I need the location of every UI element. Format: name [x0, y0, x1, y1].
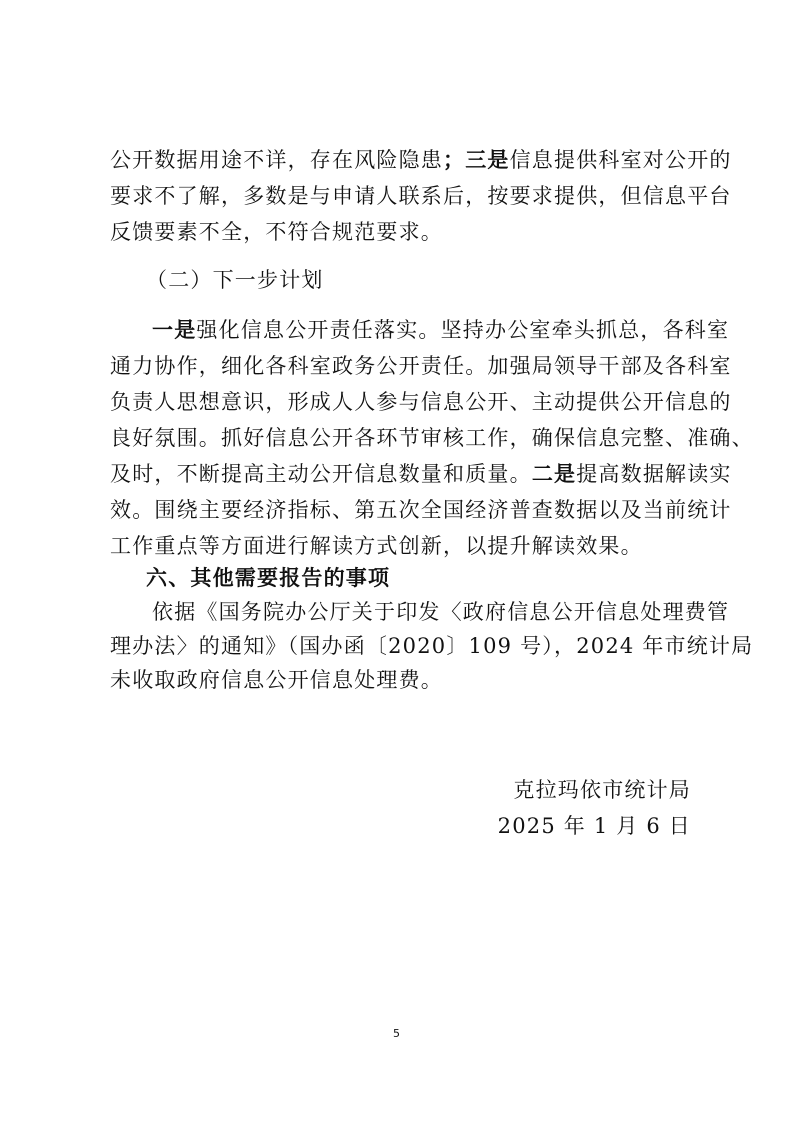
para-plan-line-3: 负责人思想意识，形成人人参与信息公开、主动提供公开信息的: [110, 390, 732, 414]
para-other-line-3: 未收取政府信息公开信息处理费。: [110, 668, 443, 692]
para-plan-text-1: 强化信息公开责任落实。坚持办公室牵头抓总，各科室: [196, 318, 730, 342]
para-plan-line-4: 良好氛围。抓好信息公开各环节审核工作，确保信息完整、准确、: [110, 426, 754, 450]
para-plan-text-5c: 提高数据解读实: [576, 462, 732, 486]
para-plan-line-6: 效。围绕主要经济指标、第五次全国经济普查数据以及当前统计: [110, 498, 732, 522]
para-plan-text-5a: 及时，不断提高主动公开信息数量和质量。: [110, 462, 532, 486]
signature-date: 2025 年 1 月 6 日: [497, 814, 691, 838]
para-other-line-1: 依据《国务院办公厅关于印发〈政府信息公开信息处理费管: [152, 600, 730, 624]
para-risk-text-c: 信息提供科室对公开的: [509, 148, 732, 172]
para-risk-keyword-three: ；三是: [443, 148, 510, 172]
para-risk-line-2: 要求不了解，多数是与申请人联系后，按要求提供，但信息平台: [110, 184, 732, 208]
para-other-line-2: 理办法〉的通知》（国办函〔2020〕109 号），2024 年市统计局: [110, 634, 754, 658]
para-plan-line-2: 通力协作，细化各科室政务公开责任。加强局领导干部及各科室: [110, 354, 732, 378]
para-risk-line-1: [110, 146, 732, 174]
para-risk-line-3: 反馈要素不全，不符合规范要求。: [110, 220, 443, 244]
para-plan-keyword-one: 一是: [152, 318, 197, 342]
section-plan-title: （二）下一步计划: [146, 268, 324, 292]
para-risk-text-a: 公开数据用途不详，存在风险隐患: [110, 148, 443, 172]
section-other-title: 六、其他需要报告的事项: [146, 566, 391, 590]
para-plan-line-7: 工作重点等方面进行解读方式创新，以提升解读效果。: [110, 534, 643, 558]
signature-org: 克拉玛依市统计局: [513, 778, 691, 802]
para-plan-keyword-two: 二是: [531, 462, 577, 486]
para-plan-line-5: [110, 460, 732, 488]
para-plan-line-1: [152, 316, 730, 344]
page-number: 5: [393, 1027, 400, 1040]
